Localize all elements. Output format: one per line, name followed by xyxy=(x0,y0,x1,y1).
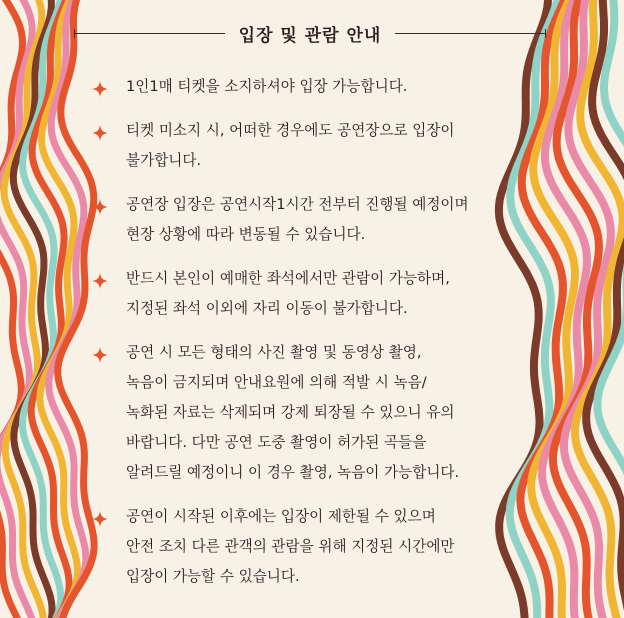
notice-line: 바랍니다. 다만 공연 도중 촬영이 허가된 곡들을 xyxy=(126,434,427,451)
notice-line: 녹화된 자료는 삭제되며 강제 퇴장될 수 있으니 유의 xyxy=(126,404,455,421)
notice-line: 안전 조치 다른 관객의 관람을 위해 지정된 시간에만 xyxy=(126,538,455,555)
notice-line: 반드시 본인이 예매한 좌석에서만 관람이 가능하며, xyxy=(126,270,450,287)
notice-line: 티켓 미소지 시, 어떠한 경우에도 공연장으로 입장이 xyxy=(126,122,455,139)
notice-item xyxy=(92,342,532,488)
notice-line: 불가합니다. xyxy=(126,152,202,169)
notice-text xyxy=(126,264,450,324)
notice-item xyxy=(92,506,532,592)
notice-item xyxy=(92,76,532,102)
sparkle-bullet-icon xyxy=(92,125,108,141)
sparkle-bullet-icon xyxy=(92,199,108,215)
header-rule-right xyxy=(395,33,546,34)
notice-line: 공연이 시작된 이후에는 입장이 제한될 수 있으며 xyxy=(126,508,436,525)
notice-line: 공연 시 모든 형태의 사진 촬영 및 동영상 촬영, xyxy=(126,344,422,361)
notice-line: 입장이 가능할 수 있습니다. xyxy=(126,568,300,585)
notice-text xyxy=(126,190,469,250)
section-header xyxy=(74,20,546,46)
sparkle-bullet-icon xyxy=(92,347,108,363)
notice-line: 지정된 좌석 이외에 자리 이동이 불가합니다. xyxy=(126,300,408,317)
notice-text xyxy=(126,502,455,592)
notice-line: 녹음이 금지되며 안내요원에 의해 적발 시 녹음/ xyxy=(126,374,427,391)
section-title: 입장 및 관람 안내 xyxy=(238,25,382,46)
notice-text xyxy=(126,72,407,102)
notice-item xyxy=(92,268,532,324)
sparkle-bullet-icon xyxy=(92,273,108,289)
notice-item xyxy=(92,194,532,250)
notice-item xyxy=(92,120,532,176)
notice-text xyxy=(126,116,455,176)
notice-line: 1인1매 티켓을 소지하셔야 입장 가능합니다. xyxy=(126,78,408,95)
header-rule-left xyxy=(74,33,225,34)
sparkle-bullet-icon xyxy=(92,81,108,97)
notice-line: 현장 상황에 따라 변동될 수 있습니다. xyxy=(126,226,366,243)
notice-line: 알려드릴 예정이니 이 경우 촬영, 녹음이 가능합니다. xyxy=(126,464,460,481)
notice-list xyxy=(92,76,532,610)
sparkle-bullet-icon xyxy=(92,511,108,527)
notice-line: 공연장 입장은 공연시작1시간 전부터 진행될 예정이며 xyxy=(126,196,469,213)
notice-text xyxy=(126,338,459,488)
